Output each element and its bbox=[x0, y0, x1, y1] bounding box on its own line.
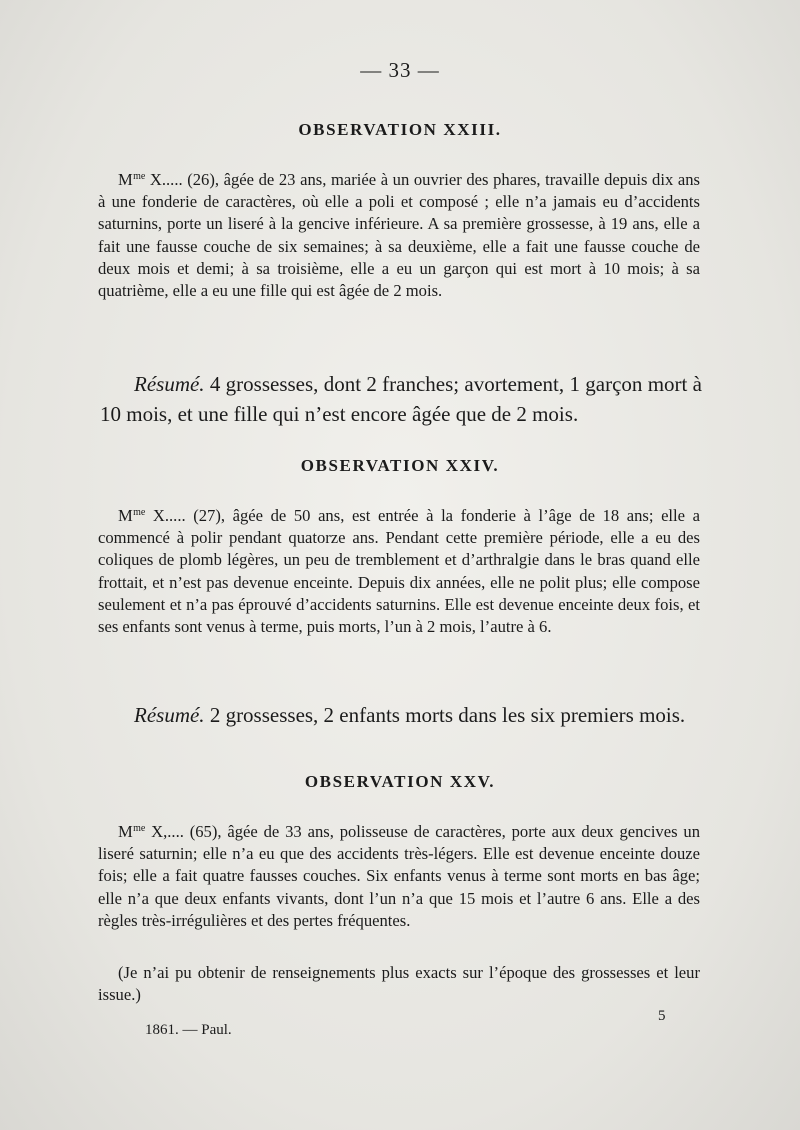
footer-sheet-number: 5 bbox=[658, 1008, 666, 1024]
resume-text: 2 grossesses, 2 enfants morts dans les six premiers mois. bbox=[204, 703, 686, 727]
title-abbrev-sup: me bbox=[133, 823, 146, 834]
resume-label: Résumé. bbox=[134, 703, 205, 727]
title-abbrev-sup: me bbox=[133, 171, 146, 182]
observation-text: X..... (26), âgée de 23 ans, mariée à un ouvrier des phares, travaille depuis dix ans à une fonderie de caractères, où elle a poli et composé ; elle n’a jamais eu d’accidents saturnins, porte un liseré à la gencive inférieure. A sa première grossesse, à 19 ans, elle a fait une fausse couche de six semaines; à sa deuxième, elle a fait une fausse couche de deux mois et demi; à sa troisième, elle a eu un garçon qui est mort à 10 mois; à sa quatrième, elle a eu une fille qui est âgée de 2 mois. bbox=[98, 170, 700, 301]
note-paragraph: (Je n’ai pu obtenir de renseignements plus exacts sur l’époque des grossesses et leur issue.) bbox=[98, 963, 700, 1005]
resume-paragraph bbox=[100, 700, 702, 730]
resume-label: Résumé. bbox=[134, 372, 205, 396]
page-number: — 33 — bbox=[360, 58, 440, 82]
observation-text: X,.... (65), âgée de 33 ans, polisseuse de caractères, porte aux deux gencives un liseré saturnin; elle n’a eu que des accidents très-légers. Elle est devenue enceinte douze fois; elle a fait quatre fausses couches. Six enfants venus à terme sont morts en bas âge; elle n’a que deux enfants vivants, dont l’un n’a que 15 mois et l’autre 6 ans. Elle a des règles très-irrégulières et des pertes fréquentes. bbox=[98, 822, 700, 930]
observation-paragraph bbox=[98, 502, 700, 638]
title-abbrev: M bbox=[118, 822, 134, 841]
title-abbrev-sup: me bbox=[133, 507, 146, 518]
footer-signature: 1861. — Paul. bbox=[145, 1022, 232, 1038]
observation-paragraph bbox=[98, 818, 700, 932]
resume-text: 4 grossesses, dont 2 franches; avortement, 1 garçon mort à 10 mois, et une fille qui n’est encore âgée que de 2 mois. bbox=[100, 372, 702, 426]
observation-heading: OBSERVATION XXV. bbox=[304, 772, 496, 791]
observation-text: X..... (27), âgée de 50 ans, est entrée à la fonderie à l’âge de 18 ans; elle a commencé à polir pendant quatorze ans. Pendant cette première période, elle a eu des coliques de plomb légères, un peu de tremblement et d’arthralgie dans le bras quand elle frottait, et n’est pas devenue enceinte. Depuis dix années, elle ne polit plus; elle compose seulement et n’a pas éprouvé d’accidents saturnins. Elle est devenue enceinte deux fois, et ses enfants sont venus à terme, puis morts, l’un à 2 mois, l’autre à 6. bbox=[98, 506, 700, 637]
observation-paragraph bbox=[98, 166, 700, 302]
observation-heading: OBSERVATION XXIII. bbox=[298, 120, 502, 139]
title-abbrev: M bbox=[118, 506, 134, 525]
resume-paragraph bbox=[100, 369, 702, 429]
title-abbrev: M bbox=[118, 170, 134, 189]
observation-heading: OBSERVATION XXIV. bbox=[300, 456, 500, 475]
